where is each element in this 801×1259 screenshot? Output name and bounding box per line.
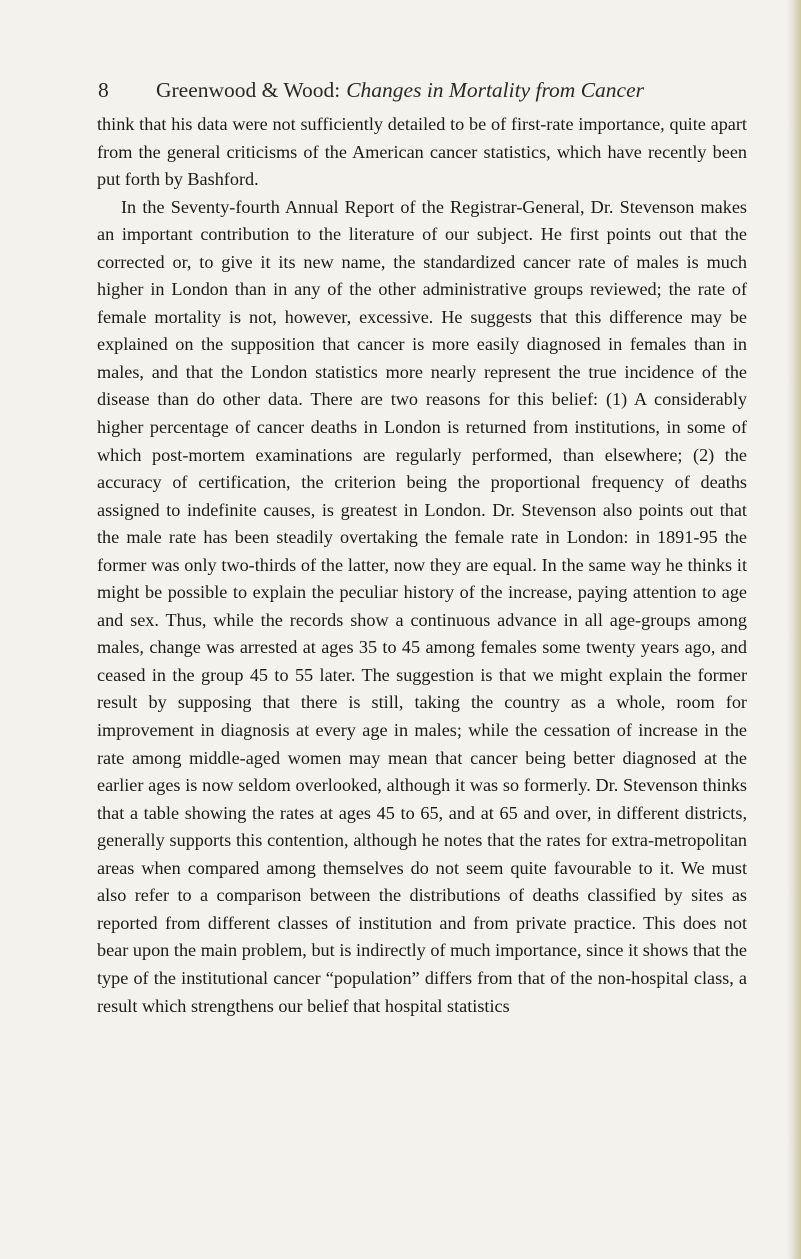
- paragraph-continued: think that his data were not sufficiently detailed to be of first-rate importance, quite apart from the general criticisms of the American cancer statistics, which have recently been put forth by Bashford.: [97, 114, 747, 190]
- header-authors: Greenwood & Wood:: [156, 78, 341, 102]
- page-edge-shading: [787, 0, 801, 1259]
- running-header: [98, 78, 748, 114]
- paragraph-stevenson-report: In the Seventy-fourth Annual Report of the Registrar-General, Dr. Stevenson makes an important contribution to the literature of our subject. He first points out that the corrected or, to give it its new name, the standardized cancer rate of males is much higher in London than in any of the other administrative groups reviewed; the rate of female mortality is not, however, excessive. He suggests that this difference may be explained on the supposition that cancer is more easily diagnosed in females than in males, and that the London statistics more nearly represent the true incidence of the disease than do other data. There are two reasons for this belief: (1) A considerably higher percentage of cancer deaths in London is returned from institutions, in some of which post-mortem examinations are regularly performed, than elsewhere; (2) the accuracy of certification, the criterion being the proportional frequency of deaths assigned to indefinite causes, is greatest in London. Dr. Stevenson also points out that the male rate has been steadily overtaking the female rate in London: in 1891-95 the former was only two-thirds of the latter, now they are equal. In the same way he thinks it might be possible to explain the peculiar history of the increase, paying attention to age and sex. Thus, while the records show a continuous advance in all age-groups among males, change was arrested at ages 35 to 45 among females some twenty years ago, and ceased in the group 45 to 55 later. The suggestion is that we might explain the former result by supposing that there is still, taking the country as a whole, room for improvement in diagnosis at every age in males; while the cessation of increase in the rate among middle-aged women may mean that cancer being better diagnosed at the earlier ages is now seldom overlooked, although it was so formerly. Dr. Stevenson thinks that a table showing the rates at ages 45 to 65, and at 65 and over, in different districts, generally supports this contention, although he notes that the rates for extra-metropolitan areas when compared among themselves do not seem quite favourable to it. We must also refer to a comparison between the distributions of deaths classified by sites as reported from different classes of institution and from private practice. This does not bear upon the main problem, but is indirectly of much importance, since it shows that the type of the institutional cancer “population” differs from that of the non-hospital class, a result which strengthens our belief that hospital statistics: [97, 196, 747, 1016]
- body-text: [97, 111, 747, 1020]
- header-article-title: Changes in Mortality from Cancer: [346, 78, 644, 102]
- page-number: 8: [98, 78, 109, 102]
- running-title: [156, 78, 644, 103]
